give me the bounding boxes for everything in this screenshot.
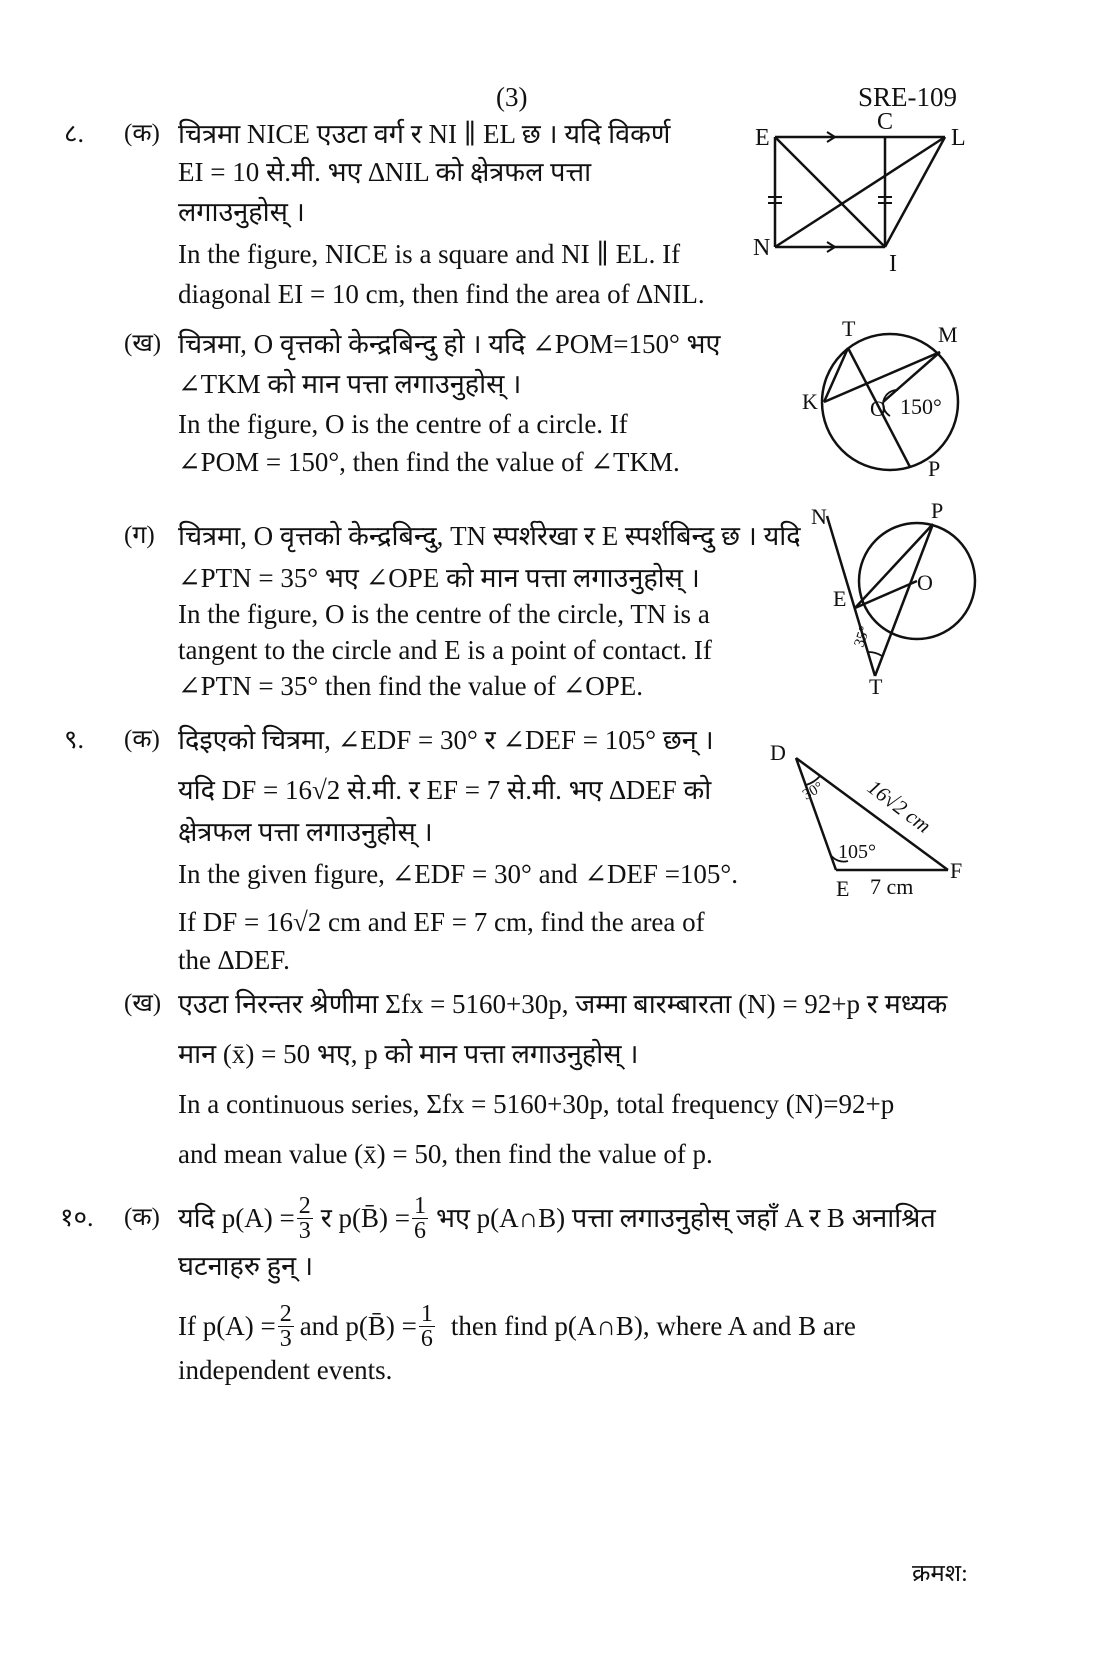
q8a-np-line3: लगाउनुहोस् । [178,197,305,227]
q9a-en-line1: In the given figure, ∠EDF = 30° and ∠DEF =105°. [178,859,738,889]
q10a-en-mid1: and p(B̄) = [299,1311,417,1341]
label-t: T [869,674,883,699]
fraction-one-sixth: $\frac{1}{6}$ [413,1192,426,1244]
q8a-label: (क) [124,120,160,147]
q8a-np-line1: चित्रमा NICE एउटा वर्ग र NI ∥ EL छ । यदि विकर्ण [178,119,671,149]
label-f: F [950,858,963,883]
q9a-en-line3: the ∆DEF. [178,945,290,975]
label-k: K [802,389,818,414]
q8b-en-line2: ∠POM = 150°, then find the value of ∠TKM. [178,447,680,477]
q8a-en-line1: In the figure, NICE is a square and NI ∥ EL. If [178,239,681,269]
line-il [885,137,945,247]
q10a-en-line2: independent events. [178,1355,393,1385]
chord-ep [855,524,933,608]
q8c-en-line1: In the figure, O is the centre of the circle, TN is a [178,599,710,629]
q9b-np-line1: एउटा निरन्तर श्रेणीमा Σfx = 5160+30p, जम्मा बारम्बारता (N) = 92+p र मध्यक [178,989,948,1019]
fraction-two-thirds-en: $\frac{2}{3}$ [279,1300,292,1352]
q9a-en-line2: If DF = 16√2 cm and EF = 7 cm, find the area of [178,907,705,937]
label-30: 30° [800,779,827,804]
q8c-en-line2: tangent to the circle and E is a point of contact. If [178,635,712,665]
label-ef-length: 7 cm [870,874,914,899]
q9a-np-line2: यदि DF = 16√2 से.मी. र EF = 7 से.मी. भए ∆DEF को [178,775,712,805]
radius-oe [855,581,917,608]
label-m: M [938,322,958,347]
question-number-9: ९. [64,725,85,754]
fraction-two-thirds: $\frac{2}{3}$ [298,1192,311,1244]
fraction-one-sixth-en: $\frac{1}{6}$ [420,1300,433,1352]
q8c-np-line1: चित्रमा, O वृत्तको केन्द्रबिन्दु, TN स्पर्शरेखा र E स्पर्शबिन्दु छ । यदि [178,521,801,551]
line-tp [875,524,933,676]
q10a-np-line1 [178,1186,936,1250]
label-t: T [842,316,856,341]
q9a-label: (क) [124,726,160,753]
q8c-label: (ग) [124,522,155,549]
label-df-length: 16√2 cm [862,774,936,838]
page-number: (3) [496,82,528,112]
question-number-8: ८. [64,119,85,148]
label-l: L [951,125,966,151]
q8c-en-line3: ∠PTN = 35° then find the value of ∠OPE. [178,671,643,701]
label-e: E [755,125,770,151]
q10a-label: (क) [124,1204,160,1231]
q9b-en-line2: and mean value (x̄) = 50, then find the value of p. [178,1139,713,1169]
q8b-en-line1: In the figure, O is the centre of a circle. If [178,409,628,439]
label-o: O [870,396,886,421]
q10a-en-line1 [178,1294,856,1358]
q8b-np-line2: ∠TKM को मान पत्ता लगाउनुहोस् । [178,369,522,399]
q10a-np-pre: यदि p(A) = [178,1203,295,1233]
label-105: 105° [838,841,876,863]
q10a-en-pre: If p(A) = [178,1311,276,1341]
q10a-np-mid2: भए p(A∩B) पत्ता लगाउनुहोस् जहाँ A र B अनाश्रित [435,1203,936,1233]
square-nice-figure [745,105,975,280]
q9b-label: (ख) [124,990,162,1017]
circle-pom-figure [790,312,980,482]
label-e: E [833,586,847,611]
q9a-np-line3: क्षेत्रफल पत्ता लगाउनुहोस् । [178,817,433,847]
label-150: 150° [900,394,942,419]
paper-code: SRE-109 [858,82,958,112]
label-p: P [931,498,944,523]
label-o: O [917,570,933,595]
q10a-np-mid1: र p(B̄) = [320,1203,410,1233]
label-n: N [753,235,771,261]
q10a-np-line2: घटनाहरु हुन् । [178,1251,314,1281]
triangle-def-figure [770,730,975,910]
question-number-10: १०. [60,1203,94,1232]
label-i: I [889,251,897,277]
q10a-en-mid2: then find p(A∩B), where A and B are [450,1311,856,1341]
line-nl [775,137,945,247]
label-d: D [770,740,786,765]
q9b-np-line2: मान (x̄) = 50 भए, p को मान पत्ता लगाउनुहोस् । [178,1039,639,1069]
side-de [796,758,836,870]
tangent-circle-figure [805,498,980,698]
label-e: E [836,876,850,901]
diagonal-ei [775,137,885,247]
q8a-np-line2: EI = 10 से.मी. भए ∆NIL को क्षेत्रफल पत्ता [178,157,592,187]
label-35: 35° [851,624,874,650]
label-n: N [811,504,827,529]
continued-note: क्रमश: [912,1561,968,1587]
q8b-np-line1: चित्रमा, O वृत्तको केन्द्रबिन्दु हो । यदि ∠POM=150° भए [178,329,721,359]
q8c-np-line2: ∠PTN = 35° भए ∠OPE को मान पत्ता लगाउनुहोस् । [178,563,700,593]
q9a-np-line1: दिइएको चित्रमा, ∠EDF = 30° र ∠DEF = 105° छन् । [178,725,714,755]
q8b-label: (ख) [124,330,162,357]
q8a-en-line2: diagonal EI = 10 cm, then find the area of ∆NIL. [178,279,705,309]
label-c: C [877,109,894,135]
q9b-en-line1: In a continuous series, Σfx = 5160+30p, total frequency (N)=92+p [178,1089,895,1119]
label-p: P [928,456,941,481]
